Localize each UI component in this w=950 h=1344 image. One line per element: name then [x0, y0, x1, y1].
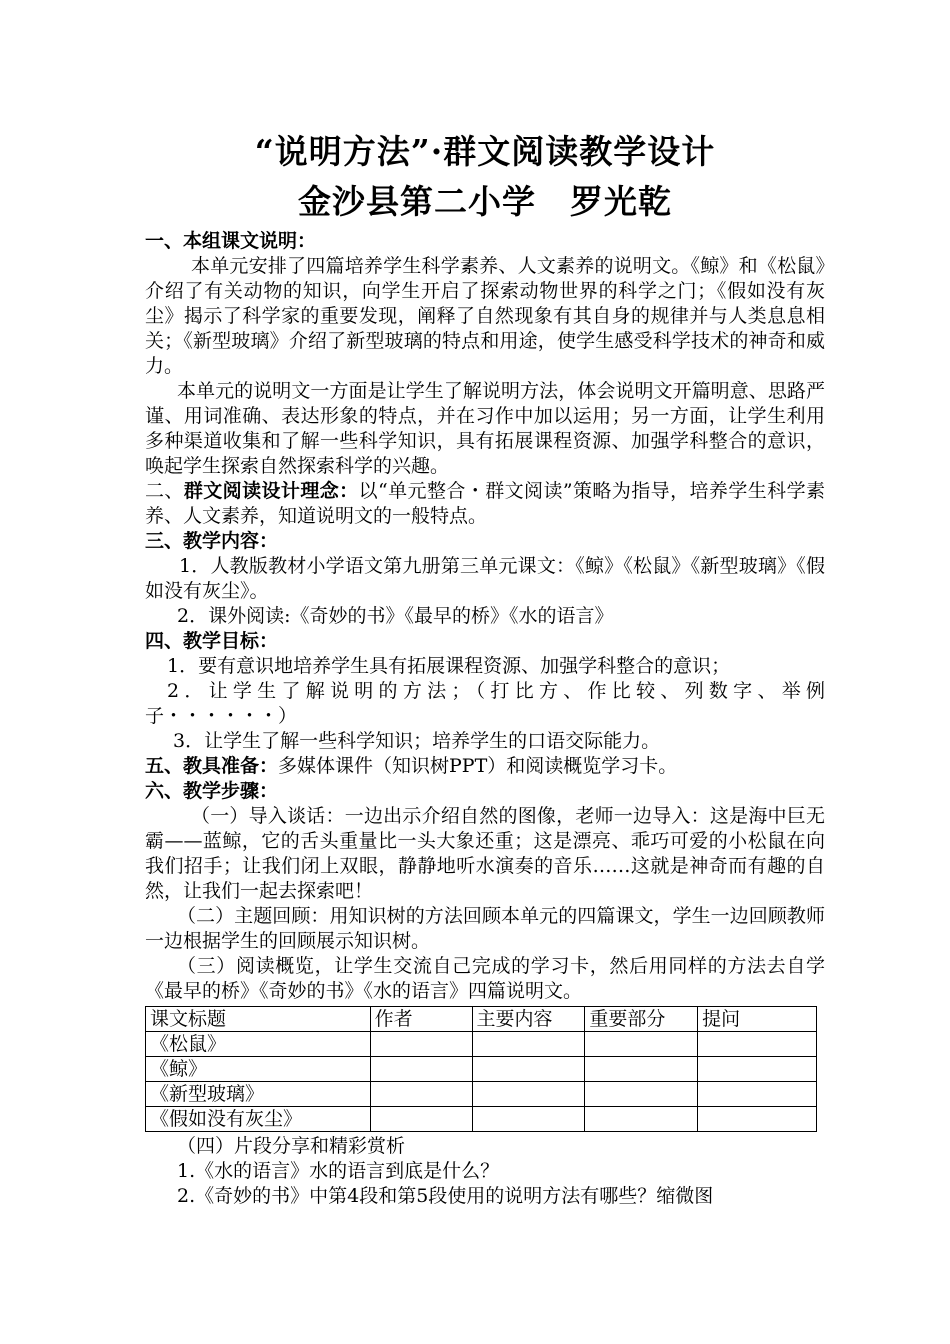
section-5-text: 多媒体课件（知识树PPT）和阅读概览学习卡。 [278, 755, 678, 777]
section-2-text: 以“单元整合・群文阅读”策略为指导，培养学生科学素养、人文素养，知道说明文的一般特点。 [145, 480, 825, 527]
section-5-paragraph [145, 754, 825, 779]
table-cell-title: 《假如没有灰尘》 [146, 1107, 371, 1132]
section-3-heading: 三、教学内容： [145, 530, 279, 552]
document-author: 金沙县第二小学 罗光乾 [298, 182, 672, 221]
section-6-step-3: （三）阅读概览，让学生交流自己完成的学习卡，然后用同样的方法去自学《最早的桥》《奇妙的书》《水的语言》四篇说明文。 [145, 955, 825, 1002]
table-cell [585, 1057, 698, 1082]
table-row [146, 1057, 817, 1082]
section-1-heading: 一、本组课文说明： [145, 230, 317, 252]
section-4-item-1: 1．要有意识地培养学生具有拓展课程资源、加强学科整合的意识； [167, 655, 731, 677]
table-cell [698, 1107, 817, 1132]
document-page [145, 125, 825, 1209]
table-cell-title: 《松鼠》 [146, 1032, 371, 1057]
section-6-step-2: （二）主题回顾：用知识树的方法回顾本单元的四篇课文，学生一边回顾教师一边根据学生的回顾展示知识树。 [145, 905, 825, 952]
section-2-number: 二、 [145, 480, 184, 502]
table-cell [472, 1107, 585, 1132]
table-header-cell: 提问 [698, 1007, 817, 1032]
table-header-cell: 作者 [370, 1007, 472, 1032]
table-header-row [146, 1007, 817, 1032]
table-header-cell: 课文标题 [146, 1007, 371, 1032]
section-2-paragraph [145, 479, 825, 529]
table-cell-title: 《新型玻璃》 [146, 1082, 371, 1107]
table-header-cell: 主要内容 [472, 1007, 585, 1032]
section-6-heading: 六、教学步骤： [145, 780, 279, 802]
table-cell [370, 1082, 472, 1107]
section-3-item-1: 1．人教版教材小学语文第九册第三单元课文：《鲸》《松鼠》《新型玻璃》《假如没有灰尘》。 [145, 555, 825, 602]
table-cell [585, 1032, 698, 1057]
table-cell [585, 1107, 698, 1132]
document-title: “说明方法”·群文阅读教学设计 [254, 132, 716, 171]
table-cell [585, 1082, 698, 1107]
section-6-question-1: 1.《水的语言》水的语言到底是什么？ [177, 1160, 500, 1182]
table-cell-title: 《鲸》 [146, 1057, 371, 1082]
section-4-item-2: 2．让学生了解说明的方法；（打比方、作比较、列数字、举例子・・・・・・） [145, 680, 825, 727]
table-cell [472, 1082, 585, 1107]
table-row [146, 1082, 817, 1107]
table-cell [472, 1032, 585, 1057]
table-cell [698, 1082, 817, 1107]
table-cell [370, 1032, 472, 1057]
section-1-paragraph-2: 本单元的说明文一方面是让学生了解说明方法，体会说明文开篇明意、思路严谨、用词准确、表达形象的特点，并在习作中加以运用；另一方面，让学生利用多种渠道收集和了解一些科学知识，具有拓展课程资源、加强学科整合的意识，唤起学生探索自然探索科学的兴趣。 [145, 380, 825, 477]
table-row [146, 1032, 817, 1057]
table-row [146, 1107, 817, 1132]
table-cell [370, 1107, 472, 1132]
section-1-paragraph-1: 本单元安排了四篇培养学生科学素养、人文素养的说明文。《鲸》和《松鼠》介绍了有关动物的知识，向学生开启了探索动物世界的科学之门；《假如没有灰尘》揭示了科学家的重要发现，阐释了自然现象有其自身的规律并与人类息息相关；《新型玻璃》介绍了新型玻璃的特点和用途，使学生感受科学技术的神奇和威力。 [145, 255, 825, 377]
section-3-item-2: 2．课外阅读:《奇妙的书》《最早的桥》《水的语言》 [177, 605, 614, 627]
section-4-heading: 四、教学目标： [145, 630, 279, 652]
section-2-heading: 群文阅读设计理念： [183, 480, 359, 502]
section-6-step-1: （一）导入谈话：一边出示介绍自然的图像，老师一边导入：这是海中巨无霸——蓝鲸，它的舌头重量比一头大象还重；这是漂亮、乖巧可爱的小松鼠在向我们招手；让我们闭上双眼，静静地听水演奏的音乐……这就是神奇而有趣的自然，让我们一起去探索吧！ [145, 805, 825, 902]
table-cell [698, 1032, 817, 1057]
section-4-item-3: 3．让学生了解一些科学知识；培养学生的口语交际能力。 [173, 730, 661, 752]
table-cell [370, 1057, 472, 1082]
reading-card-table [145, 1006, 817, 1132]
table-header-cell: 重要部分 [585, 1007, 698, 1032]
section-5-heading: 五、教具准备： [145, 755, 279, 777]
table-cell [698, 1057, 817, 1082]
table-cell [472, 1057, 585, 1082]
section-6-step-4: （四）片段分享和精彩赏析 [177, 1135, 406, 1157]
section-6-question-2: 2.《奇妙的书》中第4段和第5段使用的说明方法有哪些？缩微图 [177, 1185, 714, 1207]
